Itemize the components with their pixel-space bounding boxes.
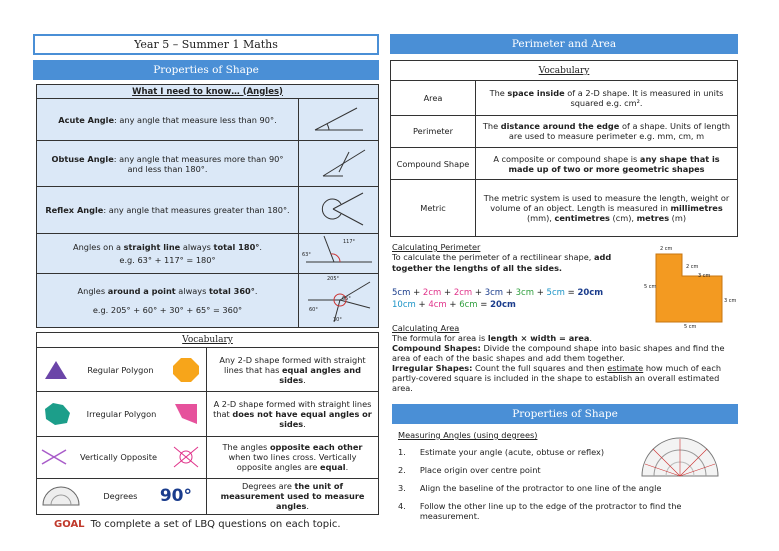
eq2-term-2: 4cm xyxy=(428,300,447,310)
perimeter-equation-1: 5cm + 2cm + 2cm + 3cm + 3cm + 5cm = 20cm xyxy=(392,288,604,298)
irregular-end: . xyxy=(303,418,306,429)
point-mid: always xyxy=(175,285,210,296)
right-vocab-header: Vocabulary xyxy=(391,61,738,81)
point-pre: Angles xyxy=(77,285,108,296)
label-bottom-5cm: 5 cm xyxy=(684,324,697,330)
calc-area-section xyxy=(392,323,738,393)
area-bold: space inside xyxy=(507,87,565,98)
area-term: Area xyxy=(391,81,476,115)
angles-header: What I need to know… (Angles) xyxy=(37,85,379,99)
compound-pre: A composite or compound shape is xyxy=(493,153,640,164)
goal-logo: GOAL xyxy=(54,519,85,530)
calc-perimeter-pre: To calculate the perimeter of a rectilinear shape, xyxy=(392,252,594,262)
degrees-name: Degrees xyxy=(103,491,138,502)
left-vocab-header: Vocabulary xyxy=(37,333,379,348)
octagon-icon xyxy=(172,357,200,383)
regular-bold: equal angles and sides xyxy=(279,364,361,385)
around-point-diagram xyxy=(299,273,379,327)
straight-line-angle-icon xyxy=(304,234,374,270)
line-example: e.g. 63° + 117° = 180° xyxy=(119,254,216,265)
formula-end: . xyxy=(589,333,593,343)
eq1-total: 20cm xyxy=(577,288,604,298)
irregular-bold: does not have equal angles or sides xyxy=(232,408,372,429)
properties-of-shape-banner: Properties of Shape xyxy=(33,60,379,80)
label-right-3cm: 3 cm xyxy=(724,298,737,304)
metric-pre: The metric system is used to measure the length, weight or volume of an object. Length is measured in xyxy=(483,193,730,214)
eq1-term-5: 3cm xyxy=(515,288,534,298)
irregular-shapes-estimate: estimate xyxy=(607,363,644,373)
eq2-total: 20cm xyxy=(490,300,516,310)
goal-text: To complete a set of LBQ questions on each topic. xyxy=(90,519,341,530)
formula-bold: length × width = area xyxy=(487,333,590,343)
metric-row xyxy=(391,180,738,237)
reflex-text: : any angle that measures greater than 180°. xyxy=(103,205,290,215)
calc-perimeter-heading: Calculating Perimeter xyxy=(392,242,481,252)
obtuse-diagram xyxy=(299,141,379,187)
irregular-shapes-pre: Count the full squares and then xyxy=(472,363,608,373)
area-pre: The xyxy=(489,87,508,98)
line-bold2: total 180° xyxy=(213,241,260,252)
label-205: 205° xyxy=(327,275,340,282)
triangle-icon xyxy=(43,359,69,381)
l-shape-diagram xyxy=(644,246,740,332)
perimeter-area-banner: Perimeter and Area xyxy=(390,34,738,54)
label-inner-3cm: 3 cm xyxy=(698,273,711,279)
crossing-lines-icon xyxy=(41,446,67,468)
step-3 xyxy=(398,483,738,493)
measuring-heading: Measuring Angles (using degrees) xyxy=(398,430,538,440)
properties-of-shape-banner-2: Properties of Shape xyxy=(392,404,738,424)
perimeter-bold: distance around the edge xyxy=(500,121,620,132)
acute-row xyxy=(37,99,379,141)
irregular-shapes-text: how much of each partly-covered square is included in the shape to establish an overall estimated area. xyxy=(392,363,722,393)
calc-area-heading: Calculating Area xyxy=(392,323,460,333)
step-4-number: 4. xyxy=(398,501,406,511)
metric-t1: (mm), xyxy=(526,213,555,224)
right-vocab-table xyxy=(390,60,738,237)
acute-text: : any angle that measure less than 90°. xyxy=(114,114,277,125)
obtuse-angle-icon xyxy=(309,144,369,182)
irregular-shapes-label: Irregular Shapes: xyxy=(392,363,473,373)
point-example: e.g. 205° + 60° + 30° + 65° = 360° xyxy=(92,304,243,315)
eq1-term-2: 2cm xyxy=(422,288,442,298)
protractor-large-icon xyxy=(640,436,720,478)
around-point-row xyxy=(37,273,379,327)
metric-m: metres xyxy=(636,213,670,224)
protractor-icon xyxy=(41,485,81,507)
metric-term: Metric xyxy=(391,180,476,237)
regular-pre: Any 2-D shape formed with straight lines that has xyxy=(219,354,366,375)
eq1-term-3: 2cm xyxy=(453,288,473,298)
degrees-symbol: 90° xyxy=(159,486,192,507)
perimeter-equation-2: 10cm + 4cm + 6cm = 20cm xyxy=(392,300,516,310)
compound-bold: any shape that is made up of two or more geometric shapes xyxy=(508,153,720,174)
straight-line-diagram xyxy=(299,233,379,273)
compound-shapes-label: Compound Shapes: xyxy=(392,343,481,353)
eq1-term-1: 5cm xyxy=(392,288,411,298)
label-60: 60° xyxy=(309,306,318,313)
label-left-5cm: 5 cm xyxy=(644,284,657,290)
step-4 xyxy=(398,501,738,521)
label-63: 63° xyxy=(302,251,311,258)
reflex-diagram xyxy=(299,187,379,233)
compound-shapes-text: Divide the compound shape into basic shapes and find the area of each of the basic shapes and add them together. xyxy=(392,343,725,363)
acute-diagram xyxy=(299,99,379,141)
step-4-text: Follow the other line up to the edge of the protractor to find the measurement. xyxy=(419,501,682,521)
formula-pre: The formula for area is xyxy=(392,333,488,343)
acute-angle-icon xyxy=(309,102,369,136)
compound-row xyxy=(391,147,738,179)
line-end: . xyxy=(259,241,262,252)
degrees-pre: Degrees are xyxy=(241,481,295,492)
l-shape-icon xyxy=(644,246,740,332)
irregular-row xyxy=(37,392,379,436)
obtuse-row xyxy=(37,141,379,187)
goal-footer xyxy=(54,519,374,530)
calc-perimeter-section xyxy=(392,242,642,310)
label-65: 65° xyxy=(342,295,351,302)
vertical-row xyxy=(37,436,379,478)
label-117: 117° xyxy=(343,238,356,245)
vertical-pre: The angles xyxy=(222,442,270,453)
acute-name: Acute Angle xyxy=(58,114,115,125)
regular-end: . xyxy=(303,374,306,385)
irregular-heptagon-icon xyxy=(43,402,71,426)
metric-t3: (m) xyxy=(669,213,687,224)
reflex-name: Reflex Angle xyxy=(45,205,104,215)
step-1-number: 1. xyxy=(398,447,406,457)
vertical-bold1: opposite each other xyxy=(269,442,363,453)
reflex-angle-icon xyxy=(309,189,369,229)
vertically-opposite-angles-icon xyxy=(170,443,202,471)
compound-term: Compound Shape xyxy=(391,147,476,179)
vertical-mid: when two lines cross. Vertically opposite angles are xyxy=(228,452,357,473)
metric-t2: (cm), xyxy=(609,213,637,224)
calc-perimeter-bold: add together the lengths of all the sides. xyxy=(392,252,612,273)
page-title: Year 5 – Summer 1 Maths xyxy=(33,34,379,55)
line-mid: always xyxy=(180,241,214,252)
irregular-name: Irregular Polygon xyxy=(86,408,157,419)
step-3-text: Align the baseline of the protractor to one line of the angle xyxy=(419,483,662,493)
step-2-text: Place origin over centre point xyxy=(419,465,541,475)
obtuse-name: Obtuse Angle xyxy=(51,153,114,164)
degrees-end: . xyxy=(306,501,310,512)
perimeter-term: Perimeter xyxy=(391,115,476,147)
vertical-bold2: equal xyxy=(320,462,346,473)
regular-row xyxy=(37,348,379,392)
area-row xyxy=(391,81,738,115)
area-end: of a 2-D shape. It is measured in units squared e.g. cm². xyxy=(564,87,724,108)
reflex-row xyxy=(37,187,379,233)
eq1-term-4: 3cm xyxy=(484,288,504,298)
point-bold1: around a point xyxy=(107,285,176,296)
irregular-quad-icon xyxy=(172,402,200,426)
perimeter-row xyxy=(391,115,738,147)
point-end: . xyxy=(254,285,258,296)
regular-name: Regular Polygon xyxy=(87,364,154,375)
vertical-end: . xyxy=(345,462,349,473)
label-top-2cm: 2 cm xyxy=(660,246,673,252)
degrees-row xyxy=(37,478,379,514)
line-bold1: straight line xyxy=(123,241,181,252)
metric-mm: millimetres xyxy=(670,203,723,214)
line-pre: Angles on a xyxy=(73,241,124,252)
straight-line-row xyxy=(37,233,379,273)
eq2-term-3: 6cm xyxy=(459,300,478,310)
step-3-number: 3. xyxy=(398,483,406,493)
left-vocab-table xyxy=(36,332,379,515)
vertical-name: Vertically Opposite xyxy=(79,452,157,463)
degrees-bold: the unit of measurement used to measure angles xyxy=(220,481,365,512)
obtuse-text: : any angle that measures more than 90° and less than 180°. xyxy=(113,153,284,174)
step-2-number: 2. xyxy=(398,465,406,475)
perimeter-pre: The xyxy=(482,121,501,132)
eq1-term-6: 5cm xyxy=(546,288,565,298)
label-30: 30° xyxy=(333,316,342,323)
angles-table xyxy=(36,84,379,328)
metric-cm: centimetres xyxy=(554,213,610,224)
irregular-pre: A 2-D shape formed with straight lines that xyxy=(213,398,372,419)
eq2-term-1: 10cm xyxy=(392,300,416,310)
step-1-text: Estimate your angle (acute, obtuse or reflex) xyxy=(419,447,605,457)
label-inner-2cm: 2 cm xyxy=(686,264,699,270)
perimeter-end: of a shape. Units of length are used to measure perimeter e.g. mm, cm, m xyxy=(508,121,731,142)
point-bold2: total 360° xyxy=(209,285,255,296)
